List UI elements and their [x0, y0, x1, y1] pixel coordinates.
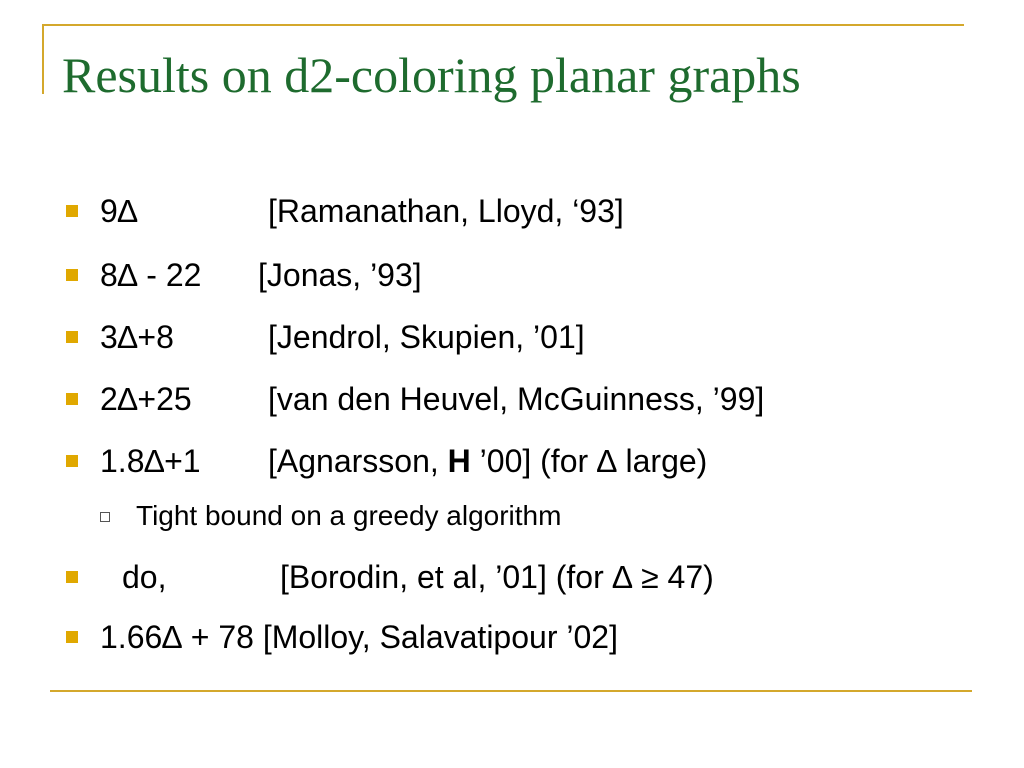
square-bullet-icon	[66, 393, 78, 405]
list-item	[62, 554, 882, 600]
bound-formula: 8∆ - 22	[100, 257, 202, 293]
bound-formula: do,	[122, 559, 167, 595]
list-item	[62, 314, 762, 360]
bound-formula: 9∆	[100, 193, 138, 229]
sub-bullet-text: Tight bound on a greedy algorithm	[136, 500, 562, 531]
bound-formula: 3∆+8	[100, 319, 174, 355]
citation: [Borodin, et al, ’01] (for ∆ ≥ 47)	[280, 559, 714, 595]
list-item	[62, 438, 882, 484]
citation	[268, 438, 707, 484]
citation-text: ’00] (for ∆ large)	[470, 443, 708, 479]
citation-author-initial: H	[447, 443, 471, 479]
square-bullet-icon	[66, 631, 78, 643]
citation: [van den Heuvel, McGuinness, ’99]	[268, 381, 765, 417]
list-item	[62, 252, 762, 298]
bound-formula: 1.8∆+1	[100, 443, 201, 479]
list-item	[62, 376, 942, 422]
bound-formula: 1.66∆ + 78 [Molloy, Salavatipour ’02]	[100, 619, 618, 655]
hollow-square-bullet-icon	[100, 512, 110, 522]
bottom-rule	[50, 690, 972, 692]
citation: [Ramanathan, Lloyd, ‘93]	[268, 193, 624, 229]
list-item	[62, 614, 822, 660]
citation: [Jonas, ’93]	[258, 257, 422, 293]
slide-title: Results on d2-coloring planar graphs	[62, 47, 801, 103]
citation-text: [Agnarsson,	[268, 443, 448, 479]
square-bullet-icon	[66, 331, 78, 343]
list-item	[62, 188, 762, 234]
bound-formula: 2∆+25	[100, 381, 192, 417]
square-bullet-icon	[66, 455, 78, 467]
sub-list-item	[100, 498, 720, 534]
citation: [Jendrol, Skupien, ’01]	[268, 319, 585, 355]
square-bullet-icon	[66, 571, 78, 583]
square-bullet-icon	[66, 269, 78, 281]
square-bullet-icon	[66, 205, 78, 217]
